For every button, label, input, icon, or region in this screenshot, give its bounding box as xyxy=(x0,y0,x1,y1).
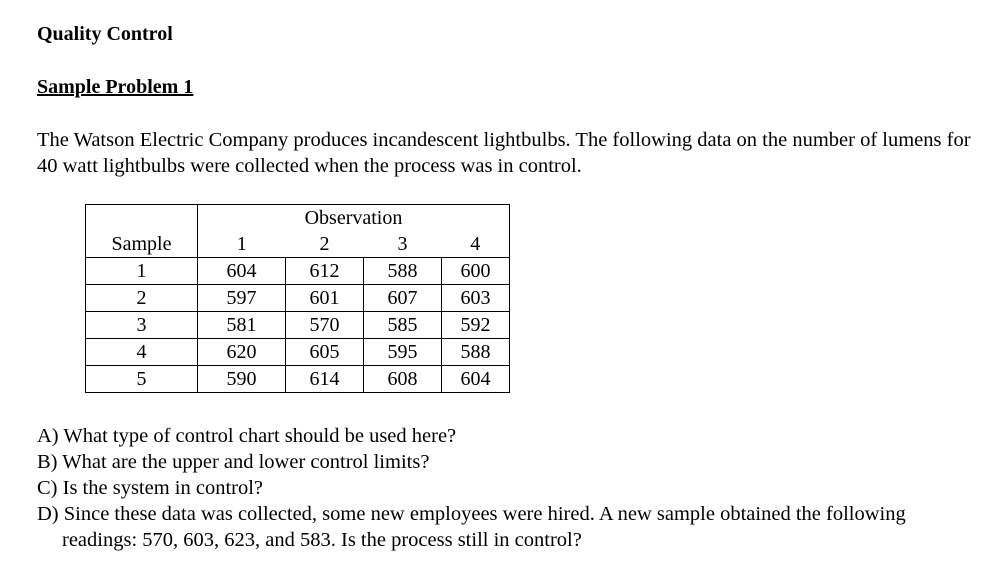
observation-cell: 601 xyxy=(286,285,364,312)
question-list xyxy=(37,423,977,553)
question-item: D) Since these data was collected, some new employees were hired. A new sample obtained the following readings: 570, 603, 623, and 583. Is the process still in control? xyxy=(37,503,906,551)
table-row xyxy=(86,285,510,312)
observation-cell: 614 xyxy=(286,366,364,393)
observation-cell: 595 xyxy=(364,339,442,366)
observation-cell: 604 xyxy=(442,366,510,393)
observation-cell: 605 xyxy=(286,339,364,366)
corner-cell xyxy=(86,205,198,232)
question-item: A) What type of control chart should be used here? xyxy=(37,425,457,447)
sample-number-cell: 4 xyxy=(86,339,198,366)
lumens-data-table xyxy=(85,204,510,393)
observation-cell: 588 xyxy=(442,339,510,366)
observation-cell: 570 xyxy=(286,312,364,339)
observation-cell: 608 xyxy=(364,366,442,393)
problem-subtitle: Sample Problem 1 xyxy=(37,76,194,98)
table-row xyxy=(86,366,510,393)
table-subheader-row xyxy=(86,231,510,258)
observation-cell: 612 xyxy=(286,258,364,285)
problem-intro: The Watson Electric Company produces incandescent lightbulbs. The following data on the number of lumens for 40 watt lightbulbs were collected when the process was in control. xyxy=(37,129,971,177)
observation-cell: 590 xyxy=(198,366,286,393)
observation-cell: 620 xyxy=(198,339,286,366)
table-header-row xyxy=(86,205,510,232)
observation-cell: 588 xyxy=(364,258,442,285)
observation-cell: 603 xyxy=(442,285,510,312)
observation-cell: 607 xyxy=(364,285,442,312)
observation-cell: 592 xyxy=(442,312,510,339)
table-row xyxy=(86,312,510,339)
observation-cell: 600 xyxy=(442,258,510,285)
table-row xyxy=(86,258,510,285)
question-item: B) What are the upper and lower control limits? xyxy=(37,451,430,473)
observation-cell: 585 xyxy=(364,312,442,339)
page-title: Quality Control xyxy=(37,23,173,45)
observation-column-header: 2 xyxy=(286,231,364,258)
observation-cell: 597 xyxy=(198,285,286,312)
question-item: C) Is the system in control? xyxy=(37,477,264,499)
observation-column-header: 4 xyxy=(442,231,510,258)
observation-column-header: 1 xyxy=(198,231,286,258)
observation-column-header: 3 xyxy=(364,231,442,258)
sample-number-cell: 3 xyxy=(86,312,198,339)
sample-number-cell: 1 xyxy=(86,258,198,285)
sample-number-cell: 5 xyxy=(86,366,198,393)
sample-number-cell: 2 xyxy=(86,285,198,312)
sample-column-header: Sample xyxy=(86,231,198,258)
observation-group-header: Observation xyxy=(198,205,510,232)
observation-cell: 604 xyxy=(198,258,286,285)
table-row xyxy=(86,339,510,366)
observation-cell: 581 xyxy=(198,312,286,339)
